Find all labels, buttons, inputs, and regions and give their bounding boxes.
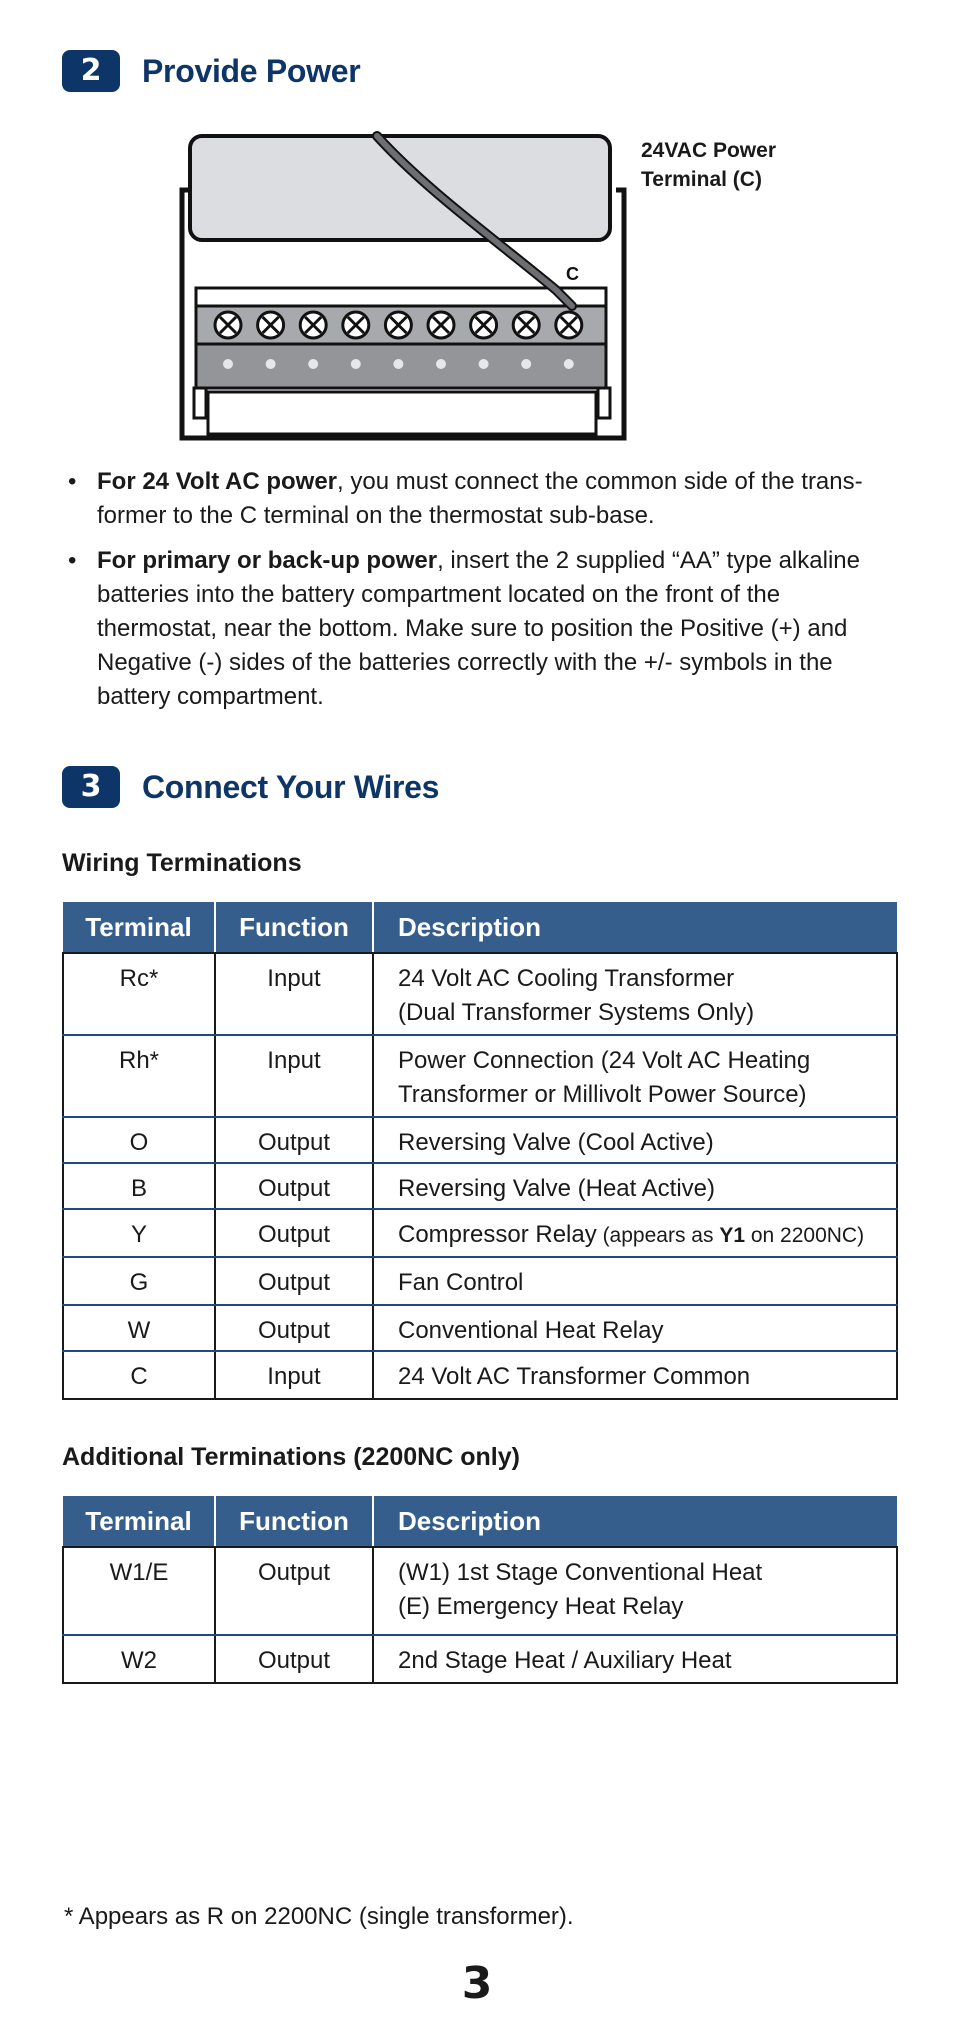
function-cell: Output bbox=[215, 1547, 373, 1635]
list-item bbox=[64, 544, 904, 714]
section-2-heading bbox=[62, 50, 360, 92]
terminal-screw-icon bbox=[215, 312, 241, 338]
bullet-lead: For 24 Volt AC power bbox=[97, 468, 338, 495]
function-cell: Output bbox=[215, 1635, 373, 1683]
description-line: (Dual Transformer Systems Only) bbox=[398, 999, 755, 1026]
function-cell: Output bbox=[215, 1117, 373, 1163]
thermostat-cover bbox=[190, 136, 610, 240]
column-header-terminal: Terminal bbox=[63, 902, 215, 953]
terminal-cell: Y bbox=[63, 1209, 215, 1257]
section-number-badge: 2 bbox=[62, 50, 120, 92]
terminal-hole bbox=[564, 359, 574, 369]
terminal-screw-icon bbox=[300, 312, 326, 338]
bullet-lead: For primary or back-up power bbox=[97, 547, 438, 574]
label-strip bbox=[196, 288, 606, 306]
function-cell: Input bbox=[215, 1035, 373, 1117]
base-plate bbox=[208, 392, 596, 434]
function-cell: Input bbox=[215, 1351, 373, 1399]
terminal-cell: C bbox=[63, 1351, 215, 1399]
diagram-callout bbox=[641, 136, 776, 194]
wiring-terminations-table bbox=[62, 902, 898, 1400]
description-cell: Conventional Heat Relay bbox=[373, 1305, 897, 1351]
bullet-text: , insert the 2 supplied “AA” type alkaline batteries into the battery compartment located on the front of the thermostat, near the bottom. Make sure to position the Positive (+) and Negative (-) sides of the batteries correctly with the +/- symbols in the battery compartment. bbox=[97, 547, 860, 710]
table-row bbox=[63, 1547, 897, 1635]
terminal-block-diagram bbox=[176, 130, 638, 450]
terminal-screw-icon bbox=[513, 312, 539, 338]
section-title: Connect Your Wires bbox=[142, 768, 440, 805]
power-instructions bbox=[64, 465, 904, 725]
terminal-screw-icon bbox=[556, 312, 582, 338]
terminal-cell: G bbox=[63, 1257, 215, 1305]
terminal-letter: C bbox=[566, 264, 579, 284]
section-number-badge: 3 bbox=[62, 766, 120, 808]
column-header-function: Function bbox=[215, 1496, 373, 1547]
terminal-hole bbox=[436, 359, 446, 369]
list-item bbox=[64, 465, 904, 533]
function-cell: Output bbox=[215, 1163, 373, 1209]
note-text: on 2200NC) bbox=[745, 1224, 865, 1247]
terminal-cell: B bbox=[63, 1163, 215, 1209]
terminal-screw-icon bbox=[385, 312, 411, 338]
description-cell bbox=[373, 953, 897, 1035]
terminal-screw-icon bbox=[428, 312, 454, 338]
note-bold: Y1 bbox=[719, 1224, 745, 1247]
terminal-cell: W2 bbox=[63, 1635, 215, 1683]
description-cell: Reversing Valve (Cool Active) bbox=[373, 1117, 897, 1163]
right-clip bbox=[598, 388, 610, 418]
footnote: * Appears as R on 2200NC (single transformer). bbox=[64, 1903, 574, 1930]
table-row bbox=[63, 1117, 897, 1163]
table-row bbox=[63, 1257, 897, 1305]
wiring-terminations-heading: Wiring Terminations bbox=[62, 849, 302, 877]
callout-line-1: 24VAC Power bbox=[641, 139, 776, 162]
description-line: Power Connection (24 Volt AC Heating bbox=[398, 1047, 811, 1074]
column-header-terminal: Terminal bbox=[63, 1496, 215, 1547]
description-line: 24 Volt AC Cooling Transformer bbox=[398, 965, 735, 992]
section-title: Provide Power bbox=[142, 52, 361, 89]
terminal-hole bbox=[266, 359, 276, 369]
terminal-cell: W1/E bbox=[63, 1547, 215, 1635]
terminal-cell: Rc* bbox=[63, 953, 215, 1035]
terminal-hole bbox=[308, 359, 318, 369]
description-text: Compressor Relay bbox=[398, 1221, 597, 1248]
terminal-cell: Rh* bbox=[63, 1035, 215, 1117]
page-number: 3 bbox=[461, 1958, 493, 2009]
description-cell: 24 Volt AC Transformer Common bbox=[373, 1351, 897, 1399]
description-cell bbox=[373, 1209, 897, 1257]
terminal-hole bbox=[521, 359, 531, 369]
function-cell: Output bbox=[215, 1209, 373, 1257]
callout-line-2: Terminal (C) bbox=[641, 168, 762, 191]
table-row bbox=[63, 1035, 897, 1117]
terminal-screw-icon bbox=[471, 312, 497, 338]
note-text: (appears as bbox=[596, 1224, 720, 1247]
terminal-screw-icon bbox=[343, 312, 369, 338]
column-header-description: Description bbox=[373, 902, 897, 953]
additional-terminations-heading: Additional Terminations (2200NC only) bbox=[62, 1443, 520, 1471]
section-3-heading bbox=[62, 766, 439, 808]
terminal-hole bbox=[393, 359, 403, 369]
description-cell bbox=[373, 1035, 897, 1117]
description-line: (E) Emergency Heat Relay bbox=[398, 1593, 684, 1620]
terminal-screws bbox=[215, 312, 582, 338]
table-header-row bbox=[63, 1496, 897, 1547]
table-row bbox=[63, 953, 897, 1035]
terminal-cell: O bbox=[63, 1117, 215, 1163]
table-row bbox=[63, 1163, 897, 1209]
terminal-screw-icon bbox=[258, 312, 284, 338]
table-row bbox=[63, 1305, 897, 1351]
column-header-description: Description bbox=[373, 1496, 897, 1547]
terminal-hole bbox=[223, 359, 233, 369]
terminal-hole bbox=[479, 359, 489, 369]
left-clip bbox=[194, 388, 206, 418]
table-row bbox=[63, 1635, 897, 1683]
function-cell: Input bbox=[215, 953, 373, 1035]
bullet-text: , you must connect the common side of the trans-former to the C terminal on the thermostat sub-base. bbox=[97, 468, 863, 529]
description-note bbox=[597, 1224, 864, 1247]
table-row bbox=[63, 1209, 897, 1257]
bullet-icon: • bbox=[68, 468, 77, 495]
description-cell: 2nd Stage Heat / Auxiliary Heat bbox=[373, 1635, 897, 1683]
table-header-row bbox=[63, 902, 897, 953]
terminal-cell: W bbox=[63, 1305, 215, 1351]
description-line: (W1) 1st Stage Conventional Heat bbox=[398, 1559, 763, 1586]
function-cell: Output bbox=[215, 1305, 373, 1351]
table-row bbox=[63, 1351, 897, 1399]
description-line: Transformer or Millivolt Power Source) bbox=[398, 1081, 807, 1108]
additional-terminations-table bbox=[62, 1496, 898, 1684]
function-cell: Output bbox=[215, 1257, 373, 1305]
column-header-function: Function bbox=[215, 902, 373, 953]
description-cell bbox=[373, 1547, 897, 1635]
description-cell: Reversing Valve (Heat Active) bbox=[373, 1163, 897, 1209]
description-cell: Fan Control bbox=[373, 1257, 897, 1305]
bullet-icon: • bbox=[68, 547, 77, 574]
terminal-hole bbox=[351, 359, 361, 369]
